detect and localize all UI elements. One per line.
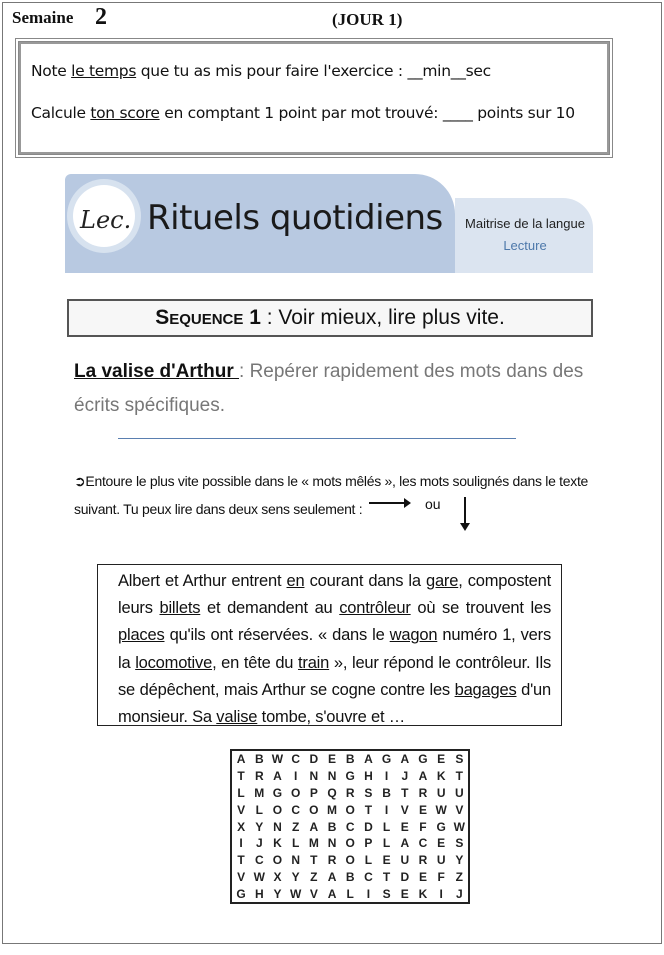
grid-row (231, 869, 469, 886)
grid-letter[interactable]: X (237, 819, 246, 834)
grid-letter[interactable]: Z (310, 869, 318, 884)
grid-letter[interactable]: N (327, 769, 337, 784)
grid-letter[interactable]: E (328, 752, 337, 767)
valise-heading (74, 355, 594, 423)
grid-letter[interactable]: B (254, 752, 264, 767)
grid-letter[interactable]: M (254, 785, 265, 800)
grid-letter[interactable]: R (418, 853, 428, 868)
time-text-b: que tu as mis pour faire l'exercice : (136, 62, 408, 80)
valise-subtitle: : Repérer rapidement des mots dans des écrits spécifiques. (74, 361, 584, 416)
grid-letter[interactable]: Y (255, 819, 264, 834)
grid-letter[interactable]: W (253, 869, 265, 884)
grid-letter[interactable]: R (418, 785, 428, 800)
passage-box (97, 564, 562, 726)
grid-letter[interactable]: N (327, 836, 337, 851)
semaine-number: 2 (95, 4, 107, 30)
grid-letter[interactable]: K (436, 769, 446, 784)
grid-letter[interactable]: D (400, 869, 410, 884)
grid-letter[interactable]: L (291, 836, 300, 851)
grid-letter[interactable]: O (272, 853, 283, 868)
grid-letter[interactable]: W (453, 819, 465, 834)
underlined-word: gare (425, 572, 459, 590)
grid-letter[interactable]: Z (455, 869, 464, 884)
underlined-word: en (286, 572, 305, 590)
grid-letter[interactable]: B (382, 785, 391, 800)
separator-line (118, 438, 516, 439)
grid-letter[interactable]: C (345, 819, 355, 834)
grid-letter[interactable]: Z (291, 819, 300, 834)
grid-letter[interactable]: S (364, 785, 373, 800)
grid-letter[interactable]: H (364, 769, 373, 784)
grid-letter[interactable]: D (364, 819, 373, 834)
grid-letter[interactable]: R (327, 853, 337, 868)
grid-letter[interactable]: F (437, 869, 445, 884)
grid-letter[interactable]: G (381, 752, 392, 767)
grid-letter[interactable]: U (436, 853, 446, 868)
grid-letter[interactable]: G (436, 819, 446, 834)
passage-text: Albert et Arthur entrent (118, 572, 287, 590)
grid-letter[interactable]: A (364, 752, 373, 767)
underlined-word: train (298, 653, 330, 672)
grid-letter[interactable]: S (455, 752, 464, 767)
grid-letter[interactable]: A (327, 869, 337, 884)
grid-letter[interactable]: J (401, 769, 409, 784)
grid-letter[interactable]: R (254, 769, 264, 784)
grid-row (231, 768, 469, 785)
grid-letter[interactable]: W (435, 802, 447, 817)
grid-letter[interactable]: U (436, 785, 446, 800)
grid-letter[interactable]: O (309, 802, 319, 817)
grid-letter[interactable]: P (309, 785, 318, 800)
grid-letter[interactable]: L (382, 836, 391, 851)
underlined-word: places (118, 626, 165, 645)
grid-letter[interactable]: P (364, 836, 373, 851)
passage-text: courant dans la (304, 572, 426, 590)
underlined-word: bagages (454, 680, 517, 699)
grid-letter[interactable]: Y (291, 869, 300, 884)
grid-letter[interactable]: K (418, 886, 428, 901)
grid-letter[interactable]: L (255, 802, 263, 817)
grid-letter[interactable]: I (384, 802, 389, 817)
grid-letter[interactable]: V (400, 802, 409, 817)
score-text-b: en comptant 1 point par mot trouvé: (159, 104, 443, 122)
grid-letter[interactable]: G (345, 769, 355, 784)
sequence-label: Sequence 1 (155, 306, 261, 329)
grid-letter[interactable]: V (237, 869, 246, 884)
grid-letter[interactable]: A (400, 752, 410, 767)
grid-row (231, 818, 469, 835)
grid-letter[interactable]: I (293, 769, 298, 784)
grid-letter[interactable]: C (418, 836, 428, 851)
grid-letter[interactable]: T (237, 853, 245, 868)
grid-letter[interactable]: R (345, 785, 355, 800)
underlined-word: billets (159, 599, 201, 618)
grid-letter[interactable]: U (400, 853, 410, 868)
grid-row (231, 835, 469, 852)
grid-letter[interactable]: M (308, 836, 319, 851)
grid-letter[interactable]: I (239, 836, 243, 851)
instruction-text: ➲Entoure le plus vite possible dans le « mots mêlés », les mots soulignés dans le texte suivant. Tu peux lire dans deux sens seulement : (74, 473, 589, 517)
banner-title: Rituels quotidiens (147, 198, 443, 238)
grid-letter[interactable]: N (309, 769, 319, 784)
grid-letter[interactable]: E (418, 802, 427, 817)
passage-text: où se trouvent les (410, 599, 551, 618)
grid-letter[interactable]: T (401, 785, 409, 800)
grid-letter[interactable]: E (418, 869, 427, 884)
passage-text: numéro 1, vers la (118, 626, 551, 672)
rituels-banner (65, 174, 593, 273)
grid-letter[interactable]: O (345, 853, 355, 868)
semaine-label: Semaine (12, 8, 74, 27)
grid-letter[interactable]: L (382, 819, 391, 834)
lec-label: Lec. (80, 206, 132, 234)
grid-letter[interactable]: B (327, 819, 337, 834)
grid-letter[interactable]: C (364, 869, 373, 884)
grid-letter[interactable]: T (455, 769, 464, 784)
grid-letter[interactable]: A (273, 769, 282, 784)
grid-letter[interactable]: V (237, 802, 246, 817)
passage-text: », leur répond le contrôleur. Ils se dépêchent, mais Arthur se cogne contre les (118, 653, 551, 699)
underlined-word: contrôleur (339, 599, 411, 618)
passage-text: et demandent au (200, 599, 340, 618)
grid-letter[interactable]: L (237, 785, 245, 800)
passage-text: qu'ils ont réservées. « dans le (164, 626, 390, 645)
grid-letter[interactable]: T (382, 869, 391, 884)
grid-letter[interactable]: A (236, 752, 246, 767)
grid-row (231, 750, 469, 768)
grid-row (231, 852, 469, 869)
grid-letter[interactable]: G (418, 752, 428, 767)
grid-letter[interactable]: V (309, 886, 318, 901)
grid-letter[interactable]: K (273, 836, 282, 851)
underlined-word: wagon (389, 626, 438, 645)
banner-maitrise: Maitrise de la langue (465, 216, 585, 231)
grid-letter[interactable]: E (400, 886, 409, 901)
time-text-underlined: le temps (71, 62, 137, 80)
grid-letter[interactable]: N (273, 819, 282, 834)
sequence-box (67, 299, 593, 337)
score-text-underlined: ton score (90, 104, 160, 122)
grid-letter[interactable]: Y (273, 886, 282, 901)
grid-letter[interactable]: W (271, 752, 284, 767)
grid-letter[interactable]: G (272, 785, 283, 800)
score-line (31, 104, 599, 122)
grid-letter[interactable]: E (437, 836, 446, 851)
grid-letter[interactable]: E (382, 853, 391, 868)
arrow-right-icon (369, 502, 409, 504)
time-text-a: Note (31, 62, 72, 80)
score-box (15, 38, 613, 158)
time-blank[interactable]: __min__sec (407, 62, 491, 80)
grid-letter[interactable]: D (309, 752, 319, 767)
grid-letter[interactable]: L (364, 853, 373, 868)
grid-letter[interactable]: U (455, 785, 464, 800)
grid-letter[interactable]: N (291, 853, 300, 868)
valise-title: La valise d'Arthur (74, 361, 240, 382)
grid-letter[interactable]: G (236, 886, 246, 901)
grid-letter[interactable]: O (272, 802, 283, 817)
grid-letter[interactable]: T (364, 802, 373, 817)
jour-label: (JOUR 1) (332, 10, 403, 29)
grid-letter[interactable]: C (254, 853, 264, 868)
grid-letter[interactable]: F (419, 819, 427, 834)
banner-side (455, 198, 593, 273)
grid-letter[interactable]: T (237, 769, 245, 784)
grid-letter[interactable]: S (455, 836, 464, 851)
grid-letter[interactable]: J (456, 886, 463, 901)
word-search-grid (230, 749, 470, 904)
banner-lecture: Lecture (503, 238, 547, 253)
grid-letter[interactable]: H (254, 886, 264, 901)
grid-letter[interactable]: A (327, 886, 337, 901)
ou-label: ou (425, 496, 441, 512)
grid-letter[interactable]: E (400, 819, 409, 834)
grid-letter[interactable]: T (310, 853, 318, 868)
score-blank[interactable]: ____ points sur 10 (442, 104, 575, 122)
grid-letter[interactable]: Q (327, 785, 337, 800)
grid-letter[interactable]: S (382, 886, 391, 901)
grid-letter[interactable]: M (327, 802, 338, 817)
grid-letter[interactable]: Y (455, 853, 464, 868)
grid-letter[interactable]: I (439, 886, 443, 901)
grid-letter[interactable]: B (345, 869, 355, 884)
grid-letter[interactable]: E (437, 752, 446, 767)
grid-letter[interactable]: O (345, 836, 355, 851)
grid-letter[interactable]: W (289, 886, 302, 901)
score-text-a: Calcule (31, 104, 91, 122)
grid-letter[interactable]: B (345, 752, 355, 767)
grid-row (231, 885, 469, 903)
grid-letter[interactable]: C (291, 752, 300, 767)
arrow-down-icon (464, 497, 466, 529)
grid-letter[interactable]: A (418, 769, 428, 784)
grid-row (231, 801, 469, 818)
grid-letter[interactable]: A (309, 819, 319, 834)
passage-text: , en tête du (212, 653, 299, 672)
passage-text: tombe, s'ouvre et … (257, 708, 406, 727)
grid-letter[interactable]: L (346, 886, 354, 901)
grid-letter[interactable]: X (273, 869, 282, 884)
underlined-word: locomotive (135, 653, 213, 672)
grid-letter[interactable]: J (255, 836, 263, 851)
grid-letter[interactable]: V (455, 802, 464, 817)
grid-letter[interactable]: O (345, 802, 355, 817)
grid-letter[interactable]: O (290, 785, 301, 800)
grid-letter[interactable]: A (400, 836, 410, 851)
passage-text: , compostent leurs (118, 572, 552, 618)
grid-row (231, 785, 469, 802)
time-line (31, 62, 599, 80)
passage-text: d'un monsieur. Sa (118, 680, 552, 727)
grid-letter[interactable]: I (384, 769, 389, 784)
grid-letter[interactable]: I (366, 886, 371, 901)
underlined-word: valise (216, 708, 258, 727)
sequence-rest: : Voir mieux, lire plus vite. (260, 306, 505, 329)
grid-letter[interactable]: C (291, 802, 300, 817)
